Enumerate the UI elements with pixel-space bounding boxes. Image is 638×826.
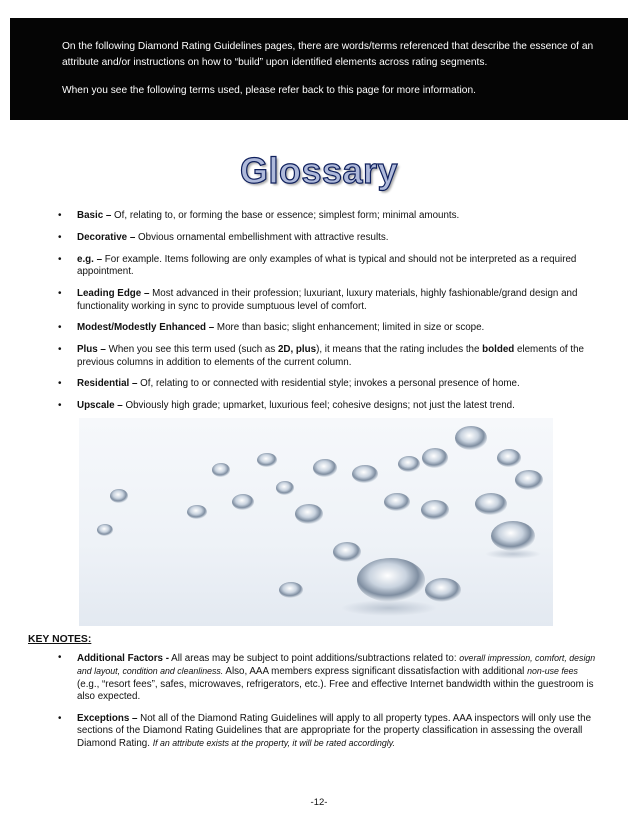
key-note-italic: If an attribute exists at the property, it will be rated accordingly. <box>152 738 395 749</box>
glossary-definition: When you see this term used (such as <box>105 344 278 356</box>
glossary-item <box>58 288 598 313</box>
key-note-item <box>58 713 598 751</box>
bullet-icon: • <box>58 652 62 663</box>
intro-banner <box>10 18 628 120</box>
bullet-icon: • <box>58 322 62 334</box>
glossary-definition: For example. Items following are only examples of what is typical and should not be interpreted as a required appointment. <box>77 253 577 278</box>
bullet-icon: • <box>58 253 62 265</box>
glossary-emphasis: 2D, plus <box>277 344 317 356</box>
glossary-item <box>58 210 598 223</box>
glossary-item <box>58 232 598 245</box>
glossary-term: Plus – <box>77 344 106 356</box>
diamonds-illustration <box>79 418 553 626</box>
glossary-term: Upscale – <box>77 400 123 412</box>
glossary-item <box>58 400 598 413</box>
glossary-definition: More than basic; slight enhancement; limited in size or scope. <box>214 322 485 334</box>
bullet-icon: • <box>58 231 62 243</box>
page-number: -12- <box>310 797 328 808</box>
key-notes-heading-colon: : <box>87 634 92 645</box>
key-note-text: All areas may be subject to point additions/subtractions related to: <box>169 653 460 664</box>
key-notes-list <box>58 652 598 760</box>
key-notes-heading-text: KEY NOTES <box>28 634 88 645</box>
bullet-icon: • <box>58 378 62 390</box>
key-note-term: Additional Factors - <box>77 653 169 664</box>
glossary-term: Residential – <box>77 378 138 390</box>
glossary-list <box>58 210 598 422</box>
key-note-term: Exceptions – <box>77 712 138 724</box>
glossary-term: Basic – <box>77 210 112 221</box>
diamond-icon <box>97 426 543 616</box>
bullet-icon: • <box>58 400 62 412</box>
key-note-text: Not all of the Diamond Rating Guidelines will apply to all property types. AAA inspectors will only use the sections of the Diamond Rating Guidelines that are appropriate for the property classification in assessing the overall Diamond Rating. <box>77 712 592 750</box>
key-note-italic: non-use fees <box>527 666 578 677</box>
glossary-item <box>58 344 598 369</box>
glossary-item <box>58 322 598 335</box>
glossary-term: Decorative – <box>77 231 136 243</box>
glossary-definition: elements of the previous columns in addition to elements of the current column. <box>77 344 584 368</box>
bullet-icon: • <box>58 344 62 356</box>
glossary-term: Leading Edge – <box>77 287 150 299</box>
glossary-definition: Of, relating to, or forming the base or essence; simplest form; minimal amounts. <box>111 210 460 221</box>
key-note-text: Also, AAA members express significant dissatisfaction with additional <box>223 666 528 678</box>
glossary-definition: Of, relating to or connected with residential style; invokes a personal presence of home. <box>137 378 520 390</box>
page-title: Glossary <box>239 150 399 191</box>
glossary-item <box>58 254 598 279</box>
bullet-icon: • <box>58 210 62 221</box>
bullet-icon: • <box>58 287 62 299</box>
key-notes-heading <box>28 634 91 645</box>
glossary-definition: Most advanced in their profession; luxuriant, luxury materials, highly fashionable/grand design and functionality working in sync to provide sumptuous level of comfort. <box>77 287 578 312</box>
glossary-term: e.g. – <box>77 253 103 265</box>
bullet-icon: • <box>58 712 62 724</box>
glossary-term: Modest/Modestly Enhanced – <box>77 322 215 334</box>
diamonds-photo <box>79 418 553 626</box>
key-note-italic: overall impression, comfort, design and layout, condition and cleanliness. <box>77 653 596 677</box>
key-note-item <box>58 652 598 704</box>
glossary-definition: ), it means that the rating includes the <box>316 344 483 356</box>
key-note-text: (e.g., “resort fees”, safes, microwaves, refrigerators, etc.). Free and effective Internet bandwidth within the guestroom is also expected. <box>77 678 594 703</box>
intro-paragraph: On the following Diamond Rating Guidelines pages, there are words/terms referenced that describe the essence of an attribute and/or instructions on how to “build” upon identified elements across rating segments. <box>62 41 594 69</box>
intro-paragraph: When you see the following terms used, please refer back to this page for more information. <box>62 84 476 96</box>
glossary-definition: Obviously high grade; upmarket, luxurious feel; cohesive designs; not just the latest trend. <box>122 400 515 412</box>
glossary-definition: Obvious ornamental embellishment with attractive results. <box>135 231 389 243</box>
glossary-item <box>58 378 598 391</box>
glossary-emphasis: bolded <box>482 344 515 356</box>
